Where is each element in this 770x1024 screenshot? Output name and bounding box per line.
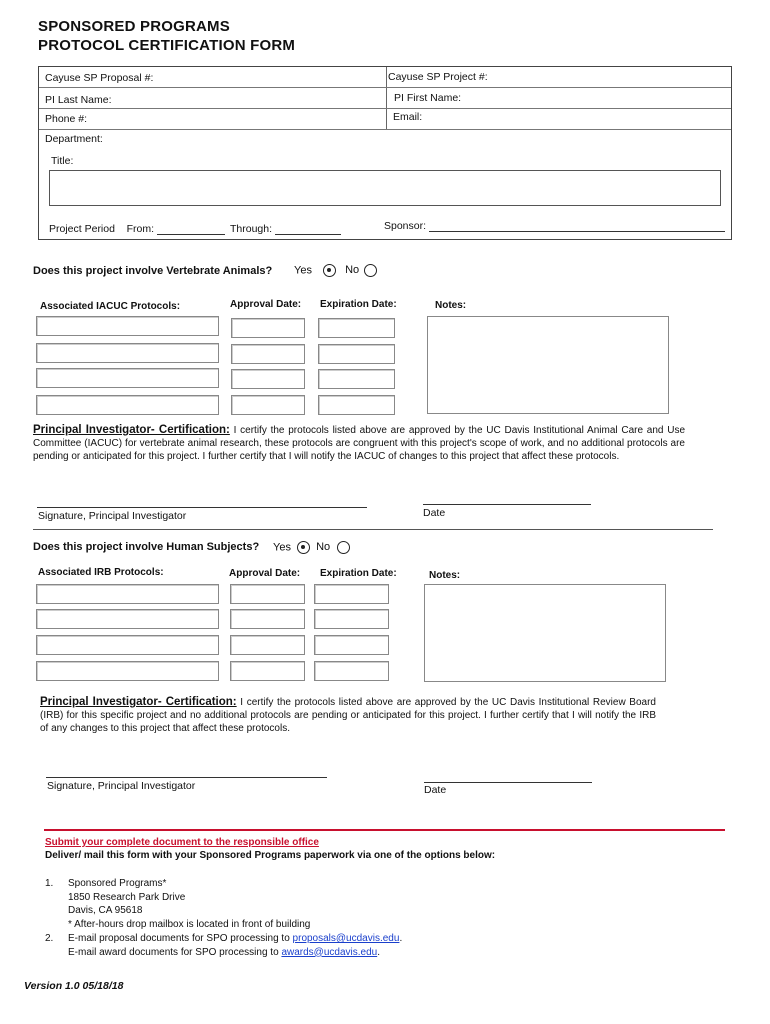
irb-approval-header: Approval Date: — [229, 568, 301, 579]
awards-email-link[interactable]: awards@ucdavis.edu — [281, 946, 378, 958]
iacuc-date-line[interactable] — [423, 504, 591, 505]
from-label: From: — [126, 223, 155, 235]
option-2-line-2-suffix: . — [377, 946, 380, 958]
irb-protocols-header: Associated IRB Protocols: — [38, 567, 164, 578]
human-yes-label: Yes — [273, 541, 291, 554]
iacuc-protocol-input-1[interactable] — [36, 316, 219, 336]
human-yes-radio[interactable] — [297, 541, 310, 554]
project-number-field[interactable]: Cayuse SP Project #: — [388, 71, 488, 83]
submit-instruction: Deliver/ mail this form with your Sponsored Programs paperwork via one of the options below: — [45, 850, 496, 861]
iacuc-notes-header: Notes: — [435, 300, 467, 311]
iacuc-protocol-input-2[interactable] — [36, 343, 219, 363]
iacuc-protocol-input-3[interactable] — [36, 368, 219, 388]
irb-approval-input-4[interactable] — [230, 661, 305, 681]
sponsor-input[interactable] — [429, 221, 725, 232]
irb-certification-text — [40, 696, 656, 735]
irb-expiration-input-2[interactable] — [314, 609, 389, 629]
iacuc-expiration-header: Expiration Date: — [320, 299, 397, 310]
iacuc-signature-label: Signature, Principal Investigator — [38, 510, 187, 522]
iacuc-expiration-input-4[interactable] — [318, 395, 395, 415]
irb-approval-input-1[interactable] — [230, 584, 305, 604]
vertebrate-no-radio[interactable] — [364, 264, 377, 277]
irb-approval-input-2[interactable] — [230, 609, 305, 629]
iacuc-expiration-input-3[interactable] — [318, 369, 395, 389]
through-date-input[interactable] — [275, 224, 341, 235]
iacuc-approval-input-2[interactable] — [231, 344, 305, 364]
iacuc-protocols-header: Associated IACUC Protocols: — [40, 301, 181, 312]
option-1-line-2: 1850 Research Park Drive — [68, 891, 186, 903]
vertebrate-question: Does this project involve Vertebrate Animals? — [33, 265, 273, 277]
option-1-number: 1. — [45, 878, 54, 889]
irb-notes-header: Notes: — [429, 570, 461, 581]
irb-certification-heading: Principal Investigator- Certification: — [40, 696, 237, 708]
pi-last-name-field[interactable]: PI Last Name: — [45, 94, 112, 106]
section-divider — [33, 529, 713, 530]
form-title-line1: SPONSORED PROGRAMS — [38, 18, 230, 35]
version-label: Version 1.0 05/18/18 — [24, 980, 124, 992]
irb-signature-line[interactable] — [46, 777, 327, 778]
vertebrate-yes-radio[interactable] — [323, 264, 336, 277]
option-2-line-1-suffix: . — [399, 933, 403, 944]
irb-expiration-header: Expiration Date: — [320, 568, 397, 579]
iacuc-approval-input-4[interactable] — [231, 395, 305, 415]
irb-expiration-input-4[interactable] — [314, 661, 389, 681]
email-field[interactable]: Email: — [393, 111, 423, 123]
form-title-line2: PROTOCOL CERTIFICATION FORM — [38, 37, 296, 54]
submit-divider — [44, 829, 725, 831]
option-2-line-2-prefix: E-mail award documents for SPO processing to — [68, 946, 282, 958]
proposal-number-field[interactable]: Cayuse SP Proposal #: — [45, 72, 154, 84]
iacuc-signature-line[interactable] — [37, 507, 367, 508]
option-1-line-3: Davis, CA 95618 — [68, 905, 143, 916]
irb-approval-input-3[interactable] — [230, 635, 305, 655]
irb-protocol-input-3[interactable] — [36, 635, 219, 655]
submit-heading: Submit your complete document to the responsible office — [45, 837, 319, 848]
option-1-line-1: Sponsored Programs* — [68, 878, 167, 889]
project-period-label: Project Period — [49, 223, 115, 235]
human-no-label: No — [316, 541, 331, 554]
option-1-address — [68, 877, 310, 931]
iacuc-expiration-input-2[interactable] — [318, 344, 395, 364]
title-label: Title: — [51, 155, 74, 167]
iacuc-certification-body: I certify the protocols listed above are approved by the UC Davis Institutional Animal Care and Use Committee (IACUC) for vertebrate animal research, these protocols are congruent with this project's scope of work, and no additional protocols are pending or anticipated for this project. I further certify that I will notify the IACUC of changes to this project that affect these protocols. — [33, 425, 686, 462]
iacuc-notes-input[interactable] — [427, 316, 669, 414]
irb-date-line[interactable] — [424, 782, 592, 783]
irb-signature-label: Signature, Principal Investigator — [47, 780, 196, 792]
option-2-text — [68, 932, 402, 959]
phone-field[interactable]: Phone #: — [45, 113, 88, 125]
irb-date-label: Date — [424, 784, 447, 796]
vertebrate-no-label: No — [345, 264, 360, 277]
irb-protocol-input-2[interactable] — [36, 609, 219, 629]
irb-expiration-input-1[interactable] — [314, 584, 389, 604]
through-label: Through: — [230, 223, 273, 235]
iacuc-expiration-input-1[interactable] — [318, 318, 395, 338]
option-2-number: 2. — [45, 933, 54, 944]
human-no-radio[interactable] — [337, 541, 350, 554]
irb-protocol-input-1[interactable] — [36, 584, 219, 604]
human-question: Does this project involve Human Subjects? — [33, 541, 260, 553]
proposals-email-link[interactable]: proposals@ucdavis.edu — [292, 933, 400, 944]
option-2-line-1-prefix: E-mail proposal documents for SPO processing to — [68, 933, 293, 944]
irb-expiration-input-3[interactable] — [314, 635, 389, 655]
project-info-box — [38, 66, 732, 240]
department-field[interactable]: Department: — [45, 133, 103, 145]
irb-protocol-input-4[interactable] — [36, 661, 219, 681]
iacuc-certification-text — [33, 424, 685, 463]
from-date-input[interactable] — [157, 224, 225, 235]
iacuc-approval-header: Approval Date: — [230, 299, 302, 310]
irb-certification-body: I certify the protocols listed above are approved by the UC Davis Institutional Review Board (IRB) for this specific project and no additional protocols are pending or anticipated for this project. I further certify that I will notify the IRB of any changes to this project that affect these protocols. — [40, 697, 656, 734]
option-1-line-4: * After-hours drop mailbox is located in front of building — [68, 918, 311, 930]
irb-notes-input[interactable] — [424, 584, 666, 682]
sponsor-label: Sponsor: — [384, 220, 427, 232]
iacuc-approval-input-1[interactable] — [231, 318, 305, 338]
vertebrate-yes-label: Yes — [294, 264, 312, 277]
iacuc-protocol-input-4[interactable] — [36, 395, 219, 415]
iacuc-certification-heading: Principal Investigator- Certification: — [33, 424, 230, 436]
iacuc-date-label: Date — [423, 507, 446, 519]
iacuc-approval-input-3[interactable] — [231, 369, 305, 389]
title-input[interactable] — [49, 170, 721, 206]
pi-first-name-field[interactable]: PI First Name: — [394, 92, 462, 104]
info-divider — [386, 67, 387, 129]
